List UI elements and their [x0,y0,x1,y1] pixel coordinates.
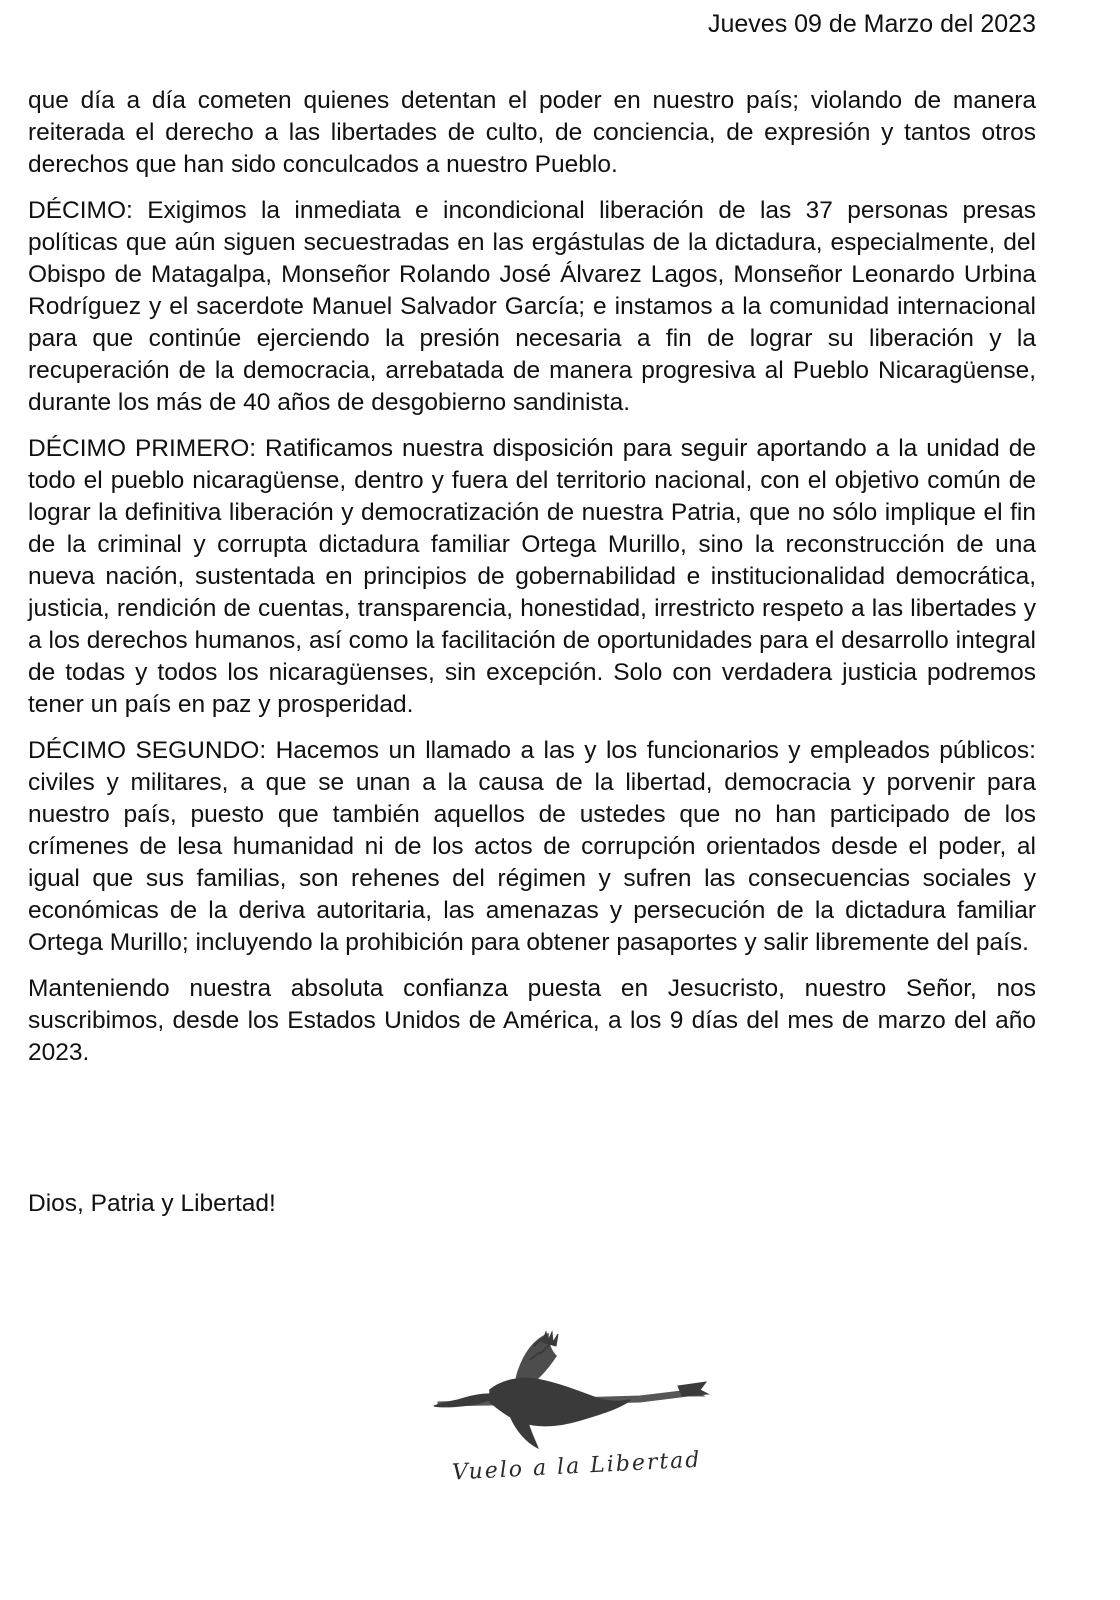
paragraph-decimo: DÉCIMO: Exigimos la inmediata e incondicional liberación de las 37 personas presas políticas que aún siguen secuestradas en las ergástulas de la dictadura, especialmente, del Obispo de Matagalpa, Monseñor Rolando José Álvarez Lagos, Monseñor Leonardo Urbina Rodríguez y el sacerdote Manuel Salvador García; e instamos a la comunidad internacional para que continúe ejerciendo la presión necesaria a fin de lograr su liberación y la recuperación de la democracia, arrebatada de manera progresiva al Pueblo Nicaragüense, durante los más de 40 años de desgobierno sandinista. [28,197,1036,416]
closing-motto: Dios, Patria y Libertad! [28,1190,276,1217]
document-date: Jueves 09 de Marzo del 2023 [708,10,1036,38]
logo-text: Vuelo a la Libertad [451,1447,702,1486]
paragraph-intro-continuation: que día a día cometen quienes detentan el poder en nuestro país; violando de manera reiterada el derecho a las libertades de culto, de conciencia, de expresión y tantos otros derechos que han sido conculcados a nuestro Pueblo. [28,87,1036,178]
paragraph-decimo-primero: DÉCIMO PRIMERO: Ratificamos nuestra disposición para seguir aportando a la unidad de todo el pueblo nicaragüense, dentro y fuera del territorio nacional, con el objetivo común de lograr la definitiva liberación y democratización de nuestra Patria, que no sólo implique el fin de la criminal y corrupta dictadura familiar Ortega Murillo, sino la reconstrucción de una nueva nación, sustentada en principios de gobernabilidad e institucionalidad democrática, justicia, rendición de cuentas, transparencia, honestidad, irrestricto respeto a las libertades y a los derechos humanos, así como la facilitación de oportunidades para el desarrollo integral de todas y todos los nicaragüenses, sin excepción. Solo con verdadera justicia podremos tener un país en paz y prosperidad. [28,435,1036,718]
vuelo-a-la-libertad-logo [430,1330,720,1510]
letter-body [28,85,1036,1083]
paragraph-signing: Manteniendo nuestra absoluta confianza puesta en Jesucristo, nuestro Señor, nos suscribimos, desde los Estados Unidos de América, a los 9 días del mes de marzo del año 2023. [28,975,1036,1066]
paragraph-decimo-segundo: DÉCIMO SEGUNDO: Hacemos un llamado a las y los funcionarios y empleados públicos: civiles y militares, a que se unan a la causa de la libertad, democracia y porvenir para nuestro país, puesto que también aquellos de ustedes que no han participado de los crímenes de lesa humanidad ni de los actos de corrupción orientados desde el poder, al igual que sus familias, son rehenes del régimen y sufren las consecuencias sociales y económicas de la deriva autoritaria, las amenazas y persecución de la dictadura familiar Ortega Murillo; incluyendo la prohibición para obtener pasaportes y salir libremente del país. [28,737,1036,956]
